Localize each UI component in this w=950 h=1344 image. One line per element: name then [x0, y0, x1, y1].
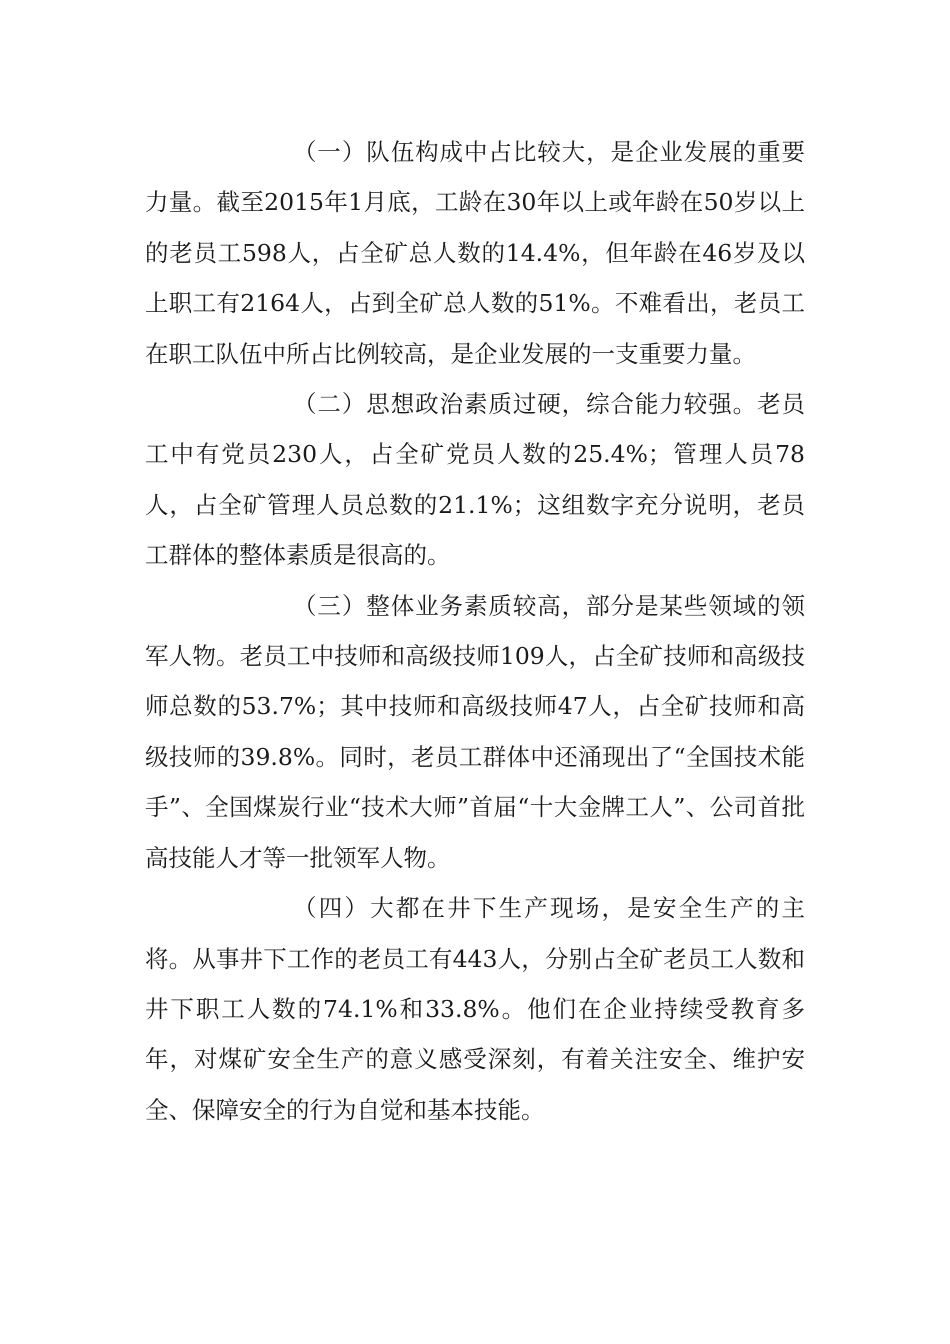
document-body	[145, 127, 805, 1135]
paragraph-1: （一）队伍构成中占比较大，是企业发展的重要力量。截至2015年1月底，工龄在30年以上或年龄在50岁以上的老员工598人，占全矿总人数的14.4%，但年龄在46岁及以上职工有2164人，占到全矿总人数的51%。不难看出，老员工在职工队伍中所占比例较高，是企业发展的一支重要力量。	[145, 138, 805, 368]
paragraph-3: （三）整体业务素质较高，部分是某些领域的领军人物。老员工中技师和高级技师109人，占全矿技师和高级技师总数的53.7%；其中技师和高级技师47人，占全矿技师和高级技师的39.8%。同时，老员工群体中还涌现出了“全国技术能手”、全国煤炭行业“技术大师”首届“十大金牌工人”、公司首批高技能人才等一批领军人物。	[145, 591, 805, 872]
paragraph-4: （四）大都在井下生产现场，是安全生产的主将。从事井下工作的老员工有443人，分别占全矿老员工人数和井下职工人数的74.1%和33.8%。他们在企业持续受教育多年，对煤矿安全生产的意义感受深刻，有着关注安全、维护安全、保障安全的行为自觉和基本技能。	[145, 894, 805, 1124]
paragraph-2: （二）思想政治素质过硬，综合能力较强。老员工中有党员230人，占全矿党员人数的25.4%；管理人员78人，占全矿管理人员总数的21.1%；这组数字充分说明，老员工群体的整体素质是很高的。	[145, 390, 805, 570]
